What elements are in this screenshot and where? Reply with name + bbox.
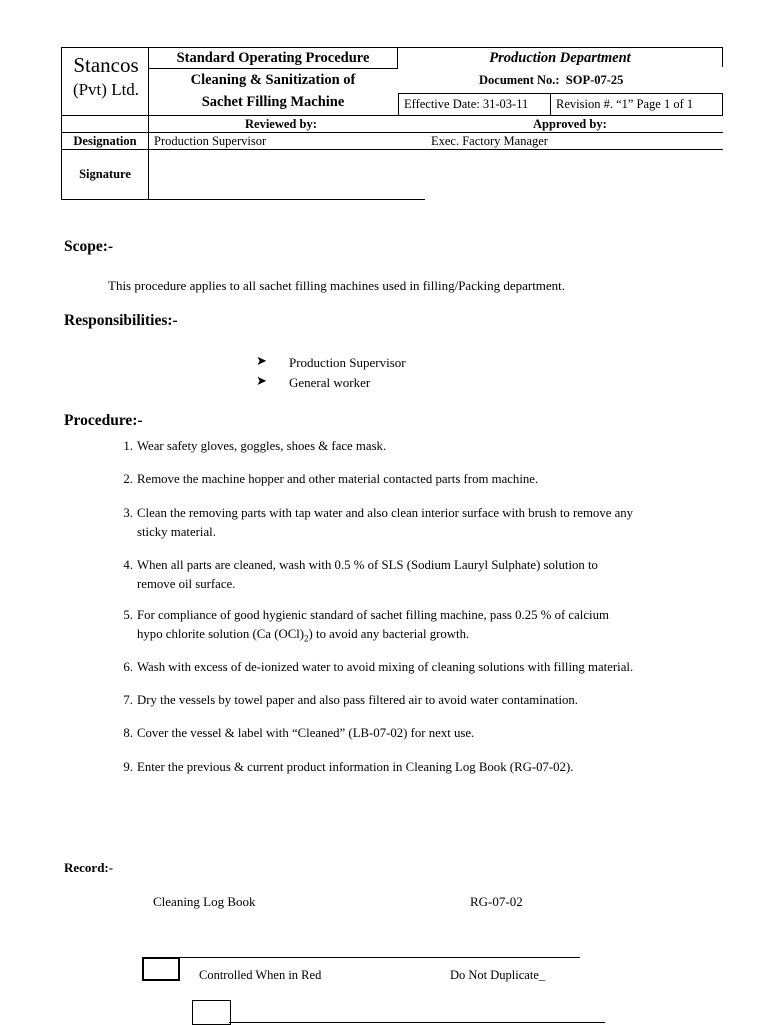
red-box-marker — [142, 957, 180, 981]
step-number: 5. — [123, 608, 133, 622]
step-number: 2. — [123, 472, 133, 486]
step-number: 3. — [123, 506, 133, 520]
step-text: For compliance of good hygienic standard of sachet filling machine, pass 0.25 % of calcium hypo chlorite solution (Ca $(OCl)_2$) to avoid any bacterial growth. — [137, 608, 609, 644]
title-line2: Sachet Filling Machine — [201, 94, 345, 110]
step-number: 9. — [123, 760, 133, 774]
record-heading: Record:- — [64, 860, 114, 875]
step-text: Dry the vessels by towel paper and also pass filtered air to avoid water contamination. — [137, 693, 579, 707]
document-no-value: SOP-07-25 — [565, 73, 624, 87]
document-no — [479, 73, 623, 88]
signature-label: Signature — [79, 167, 131, 181]
arrow-bullet-icon: ➤ — [256, 373, 267, 388]
company-name — [64, 52, 148, 102]
record-code: RG-07-02 — [470, 894, 523, 909]
reviewer-designation: Production Supervisor — [154, 134, 267, 148]
step-text: Wash with excess of de-ionized water to avoid mixing of cleaning solutions with filling material. — [137, 660, 634, 674]
responsibilities-heading: Responsibilities:- — [64, 312, 178, 329]
effective-date: Effective Date: 31-03-11 — [404, 97, 529, 111]
company-line1: Stancos — [73, 53, 139, 77]
record-name: Cleaning Log Book — [153, 894, 256, 909]
department: Production Department — [489, 50, 631, 66]
company-line2: (Pvt) Ltd. — [72, 80, 140, 99]
arrow-bullet-icon: ➤ — [256, 353, 267, 368]
approver-designation: Exec. Factory Manager — [431, 134, 548, 148]
scope-text: This procedure applies to all sachet filling machines used in filling/Packing department. — [108, 278, 566, 293]
responsibility-item: Production Supervisor — [289, 355, 406, 370]
revision: Revision #. “1” Page 1 of 1 — [556, 97, 694, 111]
scope-heading: Scope:- — [64, 238, 114, 255]
step-text: Wear safety gloves, goggles, shoes & face mask. — [137, 439, 387, 453]
doc-type: Standard Operating Procedure — [176, 50, 370, 66]
procedure-heading: Procedure:- — [64, 412, 143, 429]
step-number: 1. — [123, 439, 133, 453]
step-number: 6. — [123, 660, 133, 674]
step-text: Enter the previous & current product information in Cleaning Log Book (RG-07-02). — [137, 760, 574, 774]
responsibility-item: General worker — [289, 375, 371, 390]
step-number: 7. — [123, 693, 133, 707]
document-no-label: Document No.: — [479, 73, 560, 87]
step-number: 8. — [123, 726, 133, 740]
step-text: Cover the vessel & label with “Cleaned” (LB-07-02) for next use. — [137, 726, 475, 740]
approved-by-label: Approved by: — [533, 117, 607, 131]
designation-label: Designation — [73, 134, 137, 148]
title-line1: Cleaning & Sanitization of — [190, 72, 356, 88]
footer-box — [192, 1000, 231, 1025]
step-text: Clean the removing parts with tap water and also clean interior surface with brush to remove any sticky material. — [137, 506, 634, 539]
reviewed-by-label: Reviewed by: — [245, 117, 317, 131]
step-text: When all parts are cleaned, wash with 0.5 % of SLS (Sodium Lauryl Sulphate) solution to remove oil surface. — [137, 558, 598, 591]
step-number: 4. — [123, 558, 133, 572]
duplicate-notice: Do Not Duplicate_ — [450, 968, 546, 982]
controlled-notice: Controlled When in Red — [199, 968, 322, 982]
step-text: Remove the machine hopper and other material contacted parts from machine. — [137, 472, 539, 486]
